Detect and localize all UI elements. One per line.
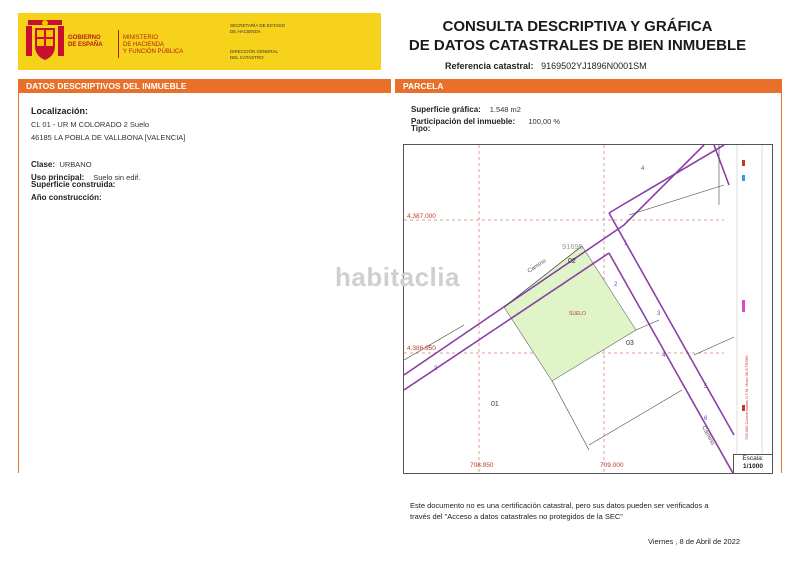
panel-border-left (18, 93, 19, 473)
watermark-logo: habitaclia (335, 262, 460, 292)
sub-parcel-03: 03 (626, 340, 634, 347)
direccion-label: DIRECCIÓN GENERAL DEL CATASTRO (230, 49, 279, 60)
map-legend (737, 145, 762, 455)
block-id: 91695 (562, 242, 583, 251)
document-date: Viernes , 8 de Abril de 2022 (648, 537, 741, 546)
sub-parcel-01: 01 (491, 401, 499, 408)
street-number: 3 (434, 366, 438, 372)
address-line-2: 46185 LA POBLA DE VALLBONA [VALENCIA] (31, 133, 186, 142)
street-number: 3 (657, 311, 661, 317)
cadastral-reference: Referencia catastral: 9169502YJ1896N0001SM (445, 61, 647, 71)
utm-note: 709.000 Coordenadas U.T.M. Huso 30 ETRS89 (744, 355, 749, 440)
panel-border-right (781, 93, 782, 473)
gobierno-label: GOBIERNO DE ESPAÑA (68, 35, 103, 48)
secretaria-label: SECRETARÍA DE ESTADO DE HACIENDA (230, 23, 286, 34)
coord-x-709000: 709.000 (600, 462, 624, 469)
street-label-camino-1: Camino (526, 258, 548, 275)
address-line-1: CL 01 - UR M COLORADO 2 Suelo (31, 120, 150, 129)
cadastral-map[interactable] (403, 144, 773, 474)
localizacion-label: Localización: (31, 106, 89, 116)
participacion-row: Participación del inmueble: 100,00 % (411, 117, 561, 126)
anio-construccion-label: Año construcción: (31, 193, 102, 202)
coord-y-4387000: 4.387.000 (407, 213, 436, 220)
street-label-camino-2: Camino (700, 425, 716, 447)
street-number: 2 (614, 282, 618, 288)
disclaimer-note: Este documento no es una certificación catastral, pero sus datos pueden ser verificados a través del "Acceso a datos catastrales no protegidos de la SEC" (410, 501, 709, 521)
document-title: CONSULTA DESCRIPTIVA Y GRÁFICA DE DATOS CATASTRALES DE BIEN INMUEBLE (408, 18, 747, 54)
section-bar-datos-descriptivos: DATOS DESCRIPTIVOS DEL INMUEBLE (18, 79, 391, 93)
coord-x-708950: 708.950 (470, 462, 494, 469)
clase-row: Clase: URBANO (31, 160, 92, 169)
scale-box: Escala: 1/1000 (733, 454, 772, 473)
tipo-label: Tipo: (411, 124, 431, 133)
superficie-construida-label: Superficie construida: (31, 180, 116, 189)
parcel-label-suelo: SUELO (569, 311, 586, 317)
coat-of-arms-icon (26, 18, 64, 64)
header-divider (118, 30, 119, 58)
section-bar-parcela: PARCELA (395, 79, 782, 93)
ministerio-label: MINISTERIO DE HACIENDA Y FUNCIÓN PÚBLICA (123, 35, 184, 55)
cadastral-reference-value[interactable]: 9169502YJ1896N0001SM (541, 61, 647, 71)
street-number: 1 (624, 241, 628, 247)
street-number: 6 (704, 416, 708, 422)
street-number: 4 (641, 166, 645, 172)
uso-principal-row: Uso principal: Suelo sin edif. (31, 173, 141, 182)
map-drawing (404, 145, 773, 474)
superficie-grafica-row: Superficie gráfica: 1.548 m2 (411, 105, 521, 114)
street-number: 4 (662, 353, 666, 359)
sub-parcel-02: 02 (568, 258, 576, 265)
coord-y-4386950: 4.386.950 (407, 345, 436, 352)
street-number: 5 (704, 384, 708, 390)
